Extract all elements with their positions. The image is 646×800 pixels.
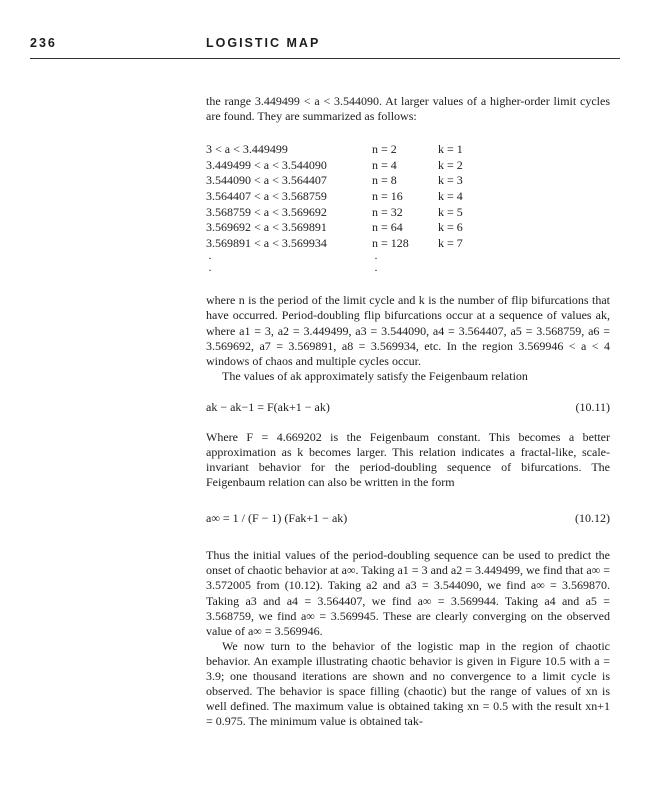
paragraph-feigenbaum-constant-text: Where F = 4.669202 is the Feigenbaum constant. This becomes a better approximation as k becomes larger. This relation indicates a fractal-like, scale-invariant behavior for the period-doubling sequence of bifurcations. The Feigenbaum relation can also be written in the form (206, 429, 610, 490)
paragraph-intro (206, 94, 610, 124)
table-row (206, 236, 610, 252)
table-row (206, 220, 610, 236)
period-cell: n = 2 (372, 142, 397, 157)
table-row (206, 173, 610, 189)
range-cell: 3.569692 < a < 3.569891 (206, 220, 327, 235)
header-rule (30, 58, 620, 59)
running-title: LOGISTIC MAP (206, 36, 321, 50)
paragraph-feigenbaum-intro-text: The values of ak approximately satisfy the Feigenbaum relation (222, 368, 528, 383)
paragraph-convergence (206, 548, 610, 639)
paragraph-chaotic-behavior-text: We now turn to the behavior of the logistic map in the region of chaotic behavior. An example illustrating chaotic behavior is given in Figure 10.5 with a = 3.9; one thousand iterations are shown and no convergence to a limit cycle is observed. The behavior is space filling (chaotic) but the range of values of xn is well defined. The maximum value is obtained taking xn = 0.5 with the result xn+1 = 0.975. The minimum value is obtained tak- (206, 638, 610, 729)
paragraph-feigenbaum-constant (206, 430, 610, 490)
period-cell: n = 128 (372, 235, 409, 250)
period-doubling-table (206, 142, 610, 283)
continuation-dots: · · · · (208, 251, 378, 278)
paragraph-feigenbaum-intro (206, 369, 610, 384)
paragraph-where-text: where n is the period of the limit cycle and k is the number of flip bifurcations that have occurred. Period-doubling flip bifurcations occur at a sequence of values ak, where a1 = 3, a2 = 3.449499, a3 = 3.544090, a4 = 3.564407, a5 = 3.568759, a6 = 3.569692, a7 = 3.569891, a8 = 3.569934, etc. In the region 3.569946 < a < 4 windows of chaos and multiple cycles occur. (206, 293, 610, 368)
period-cell: n = 8 (372, 173, 397, 188)
table-row (206, 142, 610, 158)
equation-10-12 (206, 498, 610, 540)
table-row (206, 158, 610, 174)
range-cell: 3.449499 < a < 3.544090 (206, 157, 327, 172)
equation-10-12-body: a∞ = 1 / (F − 1) (Fak+1 − ak) (206, 511, 348, 526)
paragraph-convergence-text: Thus the initial values of the period-doubling sequence can be used to predict the onset of chaotic behavior at a∞. Taking a1 = 3 and a2 = 3.449499, we find that a∞ = 3.572005 from (10.12). Taking a2 and a3 = 3.544090, we find a∞ = 3.569870. Taking a3 and a4 = 3.564407, we find a∞ = 3.569944. Taking a4 and a5 = 3.568759, we find a∞ = 3.569945. These are clearly converging on the observed value of a∞ = 3.569946. (206, 548, 610, 638)
bifurcation-cell: k = 1 (438, 142, 463, 157)
paragraph-where (206, 293, 610, 368)
equation-10-11 (206, 394, 610, 420)
equation-number-10-12: (10.12) (575, 511, 610, 526)
period-cell: n = 32 (372, 204, 403, 219)
bifurcation-cell: k = 7 (438, 235, 463, 250)
running-head (30, 36, 620, 56)
range-cell: 3.564407 < a < 3.568759 (206, 188, 327, 203)
range-cell: 3.569891 < a < 3.569934 (206, 235, 327, 250)
range-cell: 3 < a < 3.449499 (206, 142, 288, 157)
equation-10-11-body: ak − ak−1 = F(ak+1 − ak) (206, 399, 330, 414)
equation-number-10-11: (10.11) (575, 399, 610, 414)
table-row (206, 205, 610, 221)
page-number: 236 (30, 36, 57, 50)
period-cell: n = 64 (372, 220, 403, 235)
page-body (206, 94, 610, 729)
range-cell: 3.544090 < a < 3.564407 (206, 173, 327, 188)
bifurcation-cell: k = 2 (438, 157, 463, 172)
bifurcation-cell: k = 4 (438, 188, 463, 203)
paragraph-intro-text: the range 3.449499 < a < 3.544090. At larger values of a higher-order limit cycles are found. They are summarized as follows: (206, 94, 610, 124)
bifurcation-cell: k = 6 (438, 220, 463, 235)
bifurcation-cell: k = 3 (438, 173, 463, 188)
period-cell: n = 4 (372, 157, 397, 172)
paragraph-chaotic-behavior (206, 639, 610, 730)
table-row (206, 189, 610, 205)
bifurcation-cell: k = 5 (438, 204, 463, 219)
period-cell: n = 16 (372, 188, 403, 203)
range-cell: 3.568759 < a < 3.569692 (206, 204, 327, 219)
